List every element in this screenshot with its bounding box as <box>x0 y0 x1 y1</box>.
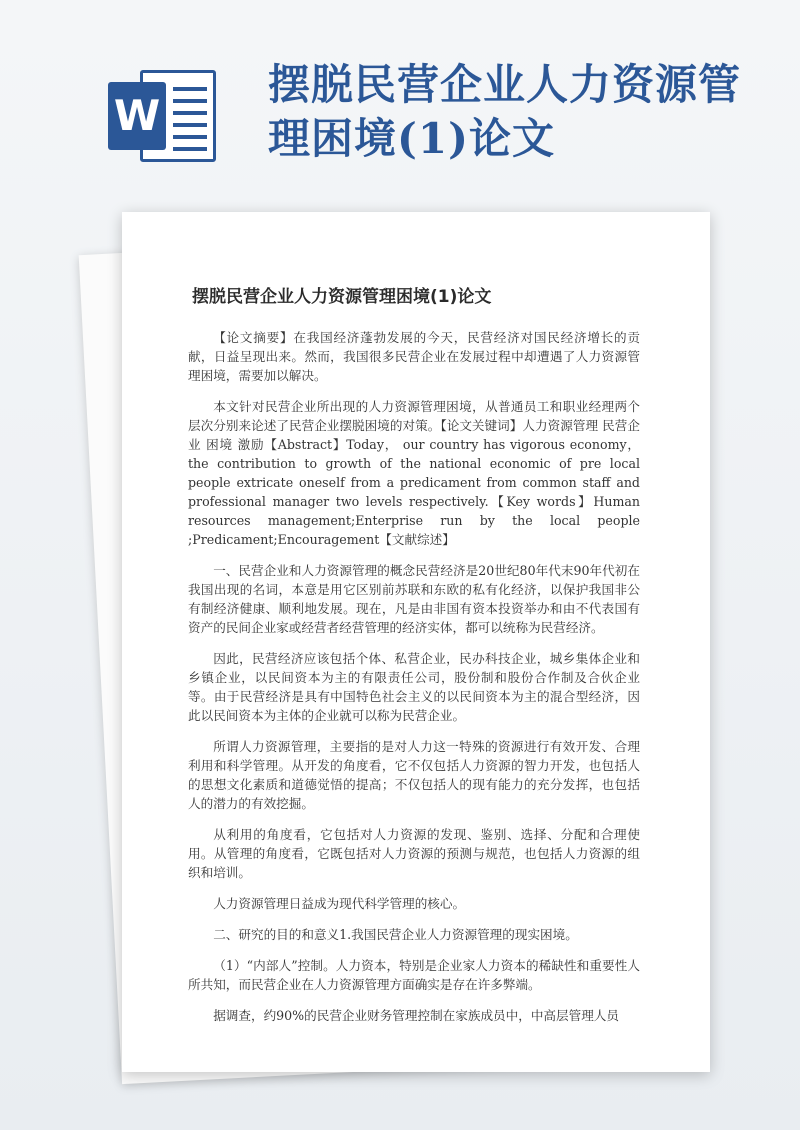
paragraph: 据调查，约90%的民营企业财务管理控制在家族成员中，中高层管理人员 <box>213 1008 619 1023</box>
hero-banner <box>0 0 800 200</box>
word-logo-letter: W <box>108 82 166 150</box>
hero-title: 摆脱民营企业人力资源管理困境(1)论文 <box>268 60 742 163</box>
word-document-icon <box>108 70 220 162</box>
paragraph: 本文针对民营企业所出现的人力资源管理困境，从普通员工和职业经理两个层次分别来论述了民营企业摆脱困境的对策。【论文关键词】人力资源管理 民营企业 困境 激励【Abstract】Today， our country has vigorous economy，the contribution to growth of the national economic of pre local people extricate oneself from a predicament from common staff and professional manager two levels respectively.【Key words】Human resources management;Enterprise run by the local people ;Predicament;Encouragement【文献综述】 <box>188 399 640 547</box>
document-page <box>122 212 710 1072</box>
paragraph: 人力资源管理日益成为现代科学管理的核心。 <box>213 896 466 911</box>
paragraph: 一、民营企业和人力资源管理的概念民营经济是20世纪80年代末90年代初在我国出现的名词，本意是用它区别前苏联和东欧的私有化经济，以保护我国非公有制经济健康、顺利地发展。现在，凡是由非国有资本投资举办和由不代表国有资产的民间企业家或经营者经营管理的经济实体，都可以统称为民营经济。 <box>188 563 640 635</box>
paragraph: 因此，民营经济应该包括个体、私营企业，民办科技企业，城乡集体企业和乡镇企业，以民间资本为主的有限责任公司，股份制和股份合作制及合伙企业等。由于民营经济是具有中国特色社会主义的以民间资本为主的混合型经济，因此以民间资本为主体的企业就可以称为民营企业。 <box>188 651 640 723</box>
paragraph: 二、研究的目的和意义1.我国民营企业人力资源管理的现实困境。 <box>213 927 578 942</box>
paragraph: （1）“内部人”控制。人力资本，特别是企业家人力资本的稀缺性和重要性人所共知，而民营企业在人力资源管理方面确实是存在许多弊端。 <box>188 958 640 992</box>
paragraph: 从利用的角度看，它包括对人力资源的发现、鉴别、选择、分配和合理使用。从管理的角度看，它既包括对人力资源的预测与规范，也包括人力资源的组织和培训。 <box>188 827 640 880</box>
paragraph: 所谓人力资源管理，主要指的是对人力这一特殊的资源进行有效开发、合理利用和科学管理。从开发的角度看，它不仅包括人力资源的智力开发，也包括人的思想文化素质和道德觉悟的提高；不仅包括人的现有能力的充分发挥，也包括人的潜力的有效挖掘。 <box>188 739 640 811</box>
document-title: 摆脱民营企业人力资源管理困境(1)论文 <box>192 287 492 307</box>
paragraph: 【论文摘要】在我国经济蓬勃发展的今天，民营经济对国民经济增长的贡献，日益呈现出来。然而，我国很多民营企业在发展过程中却遭遇了人力资源管理困境，需要加以解决。 <box>188 330 640 383</box>
document-body <box>188 328 640 1037</box>
